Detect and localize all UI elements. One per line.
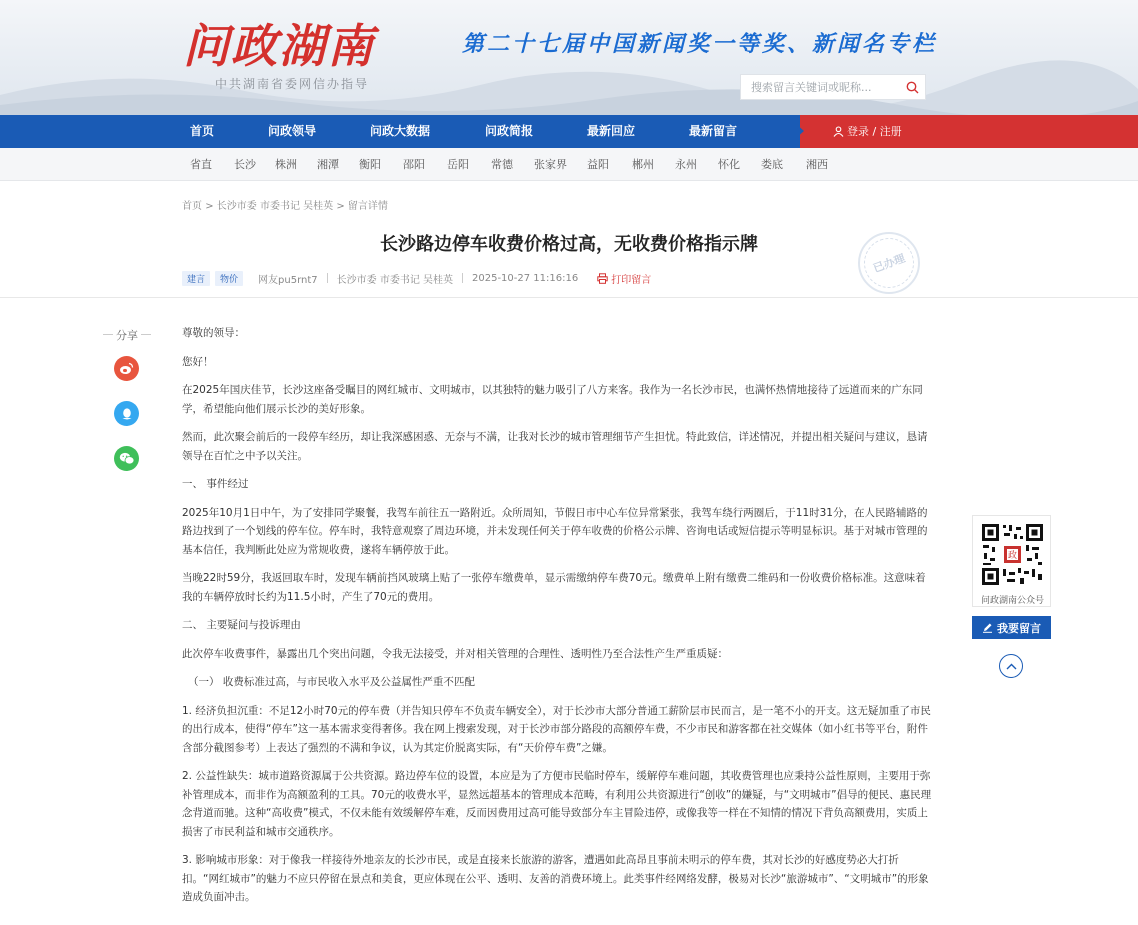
search-box	[740, 74, 926, 100]
author-name[interactable]: 网友pu5rnt7	[258, 274, 318, 286]
meta-divider	[462, 273, 463, 283]
search-input[interactable]	[741, 75, 899, 99]
qq-icon	[121, 407, 133, 421]
city-link[interactable]: 张家界	[534, 158, 567, 171]
pencil-icon	[982, 622, 993, 633]
nav-big-data[interactable]: 问政大数据	[370, 124, 431, 138]
weibo-icon	[119, 362, 134, 375]
award-slogan: 第二十七届中国新闻奖一等奖、新闻名专栏	[462, 31, 938, 57]
breadcrumb-section[interactable]: 长沙市委 市委书记 吴桂英	[216, 201, 334, 212]
city-link[interactable]: 省直	[190, 158, 212, 171]
breadcrumb-current: 留言详情	[347, 201, 388, 212]
main-nav	[0, 115, 1138, 148]
article-paragraph: （一） 收费标准过高，与市民收入水平及公益属性严重不匹配	[188, 676, 475, 688]
svg-text:政: 政	[1007, 551, 1018, 561]
printer-icon	[597, 273, 608, 284]
nav-latest-responses[interactable]: 最新回应	[587, 124, 636, 138]
leave-message-label: 我要留言	[997, 621, 1041, 635]
city-link[interactable]: 常德	[491, 158, 513, 171]
article-paragraph: 1. 经济负担沉重：不足12小时70元的停车费（并告知只停车不负责车辆安全），对于长沙市大部分普通工薪阶层市民而言，是一笔不小的开支。这无疑加重了市民的出行成本，使得“停车”这一基本需求变得奢侈。我在网上搜索发现，对于长沙市部分路段的高额停车费，不少市民和游客都在社交媒体（如小红书等平台，附件含部分截图参考）上表达了强烈的不满和争议，认为其定价脱离实际，有“天价停车费”之嫌。	[182, 704, 931, 754]
login-register-link[interactable]	[833, 115, 902, 148]
article-title: 长沙路边停车收费价格过高，无收费价格指示牌	[380, 234, 758, 255]
nav-latest-messages[interactable]: 最新留言	[689, 124, 738, 138]
nav-home[interactable]: 首页	[190, 124, 215, 138]
article-paragraph: 二、 主要疑问与投诉理由	[182, 619, 301, 631]
article-body	[182, 324, 934, 917]
article-paragraph: 2. 公益性缺失：城市道路资源属于公共资源。路边停车位的设置，本应是为了方便市民临时停车，缓解停车难问题，其收费管理也应秉持公益性原则，主要用于弥补管理成本，而非作为高额盈利的工具。70元的收费水平，显然远超基本的管理成本范畴，有利用公共资源进行“创收”的嫌疑，与“文明城市”倡导的便民、惠民理念背道而驰。这种“高收费”模式，不仅未能有效缓解停车难，反而因费用过高可能导致部分车主冒险违停，或像我等一样在不知情的情况下背负高额费用，实质上损害了市民利益和城市交通秩序。	[182, 770, 932, 838]
nav-briefing[interactable]: 问政简报	[485, 124, 534, 138]
site-logo[interactable]: 问政湖南	[183, 19, 375, 73]
meta-divider	[327, 273, 328, 283]
article-paragraph: 一、 事件经过	[182, 478, 249, 490]
breadcrumb-home[interactable]: 首页	[182, 201, 202, 212]
post-time: 2025-10-27 11:16:16	[472, 272, 579, 284]
city-link[interactable]: 湘西	[806, 158, 828, 171]
share-wechat-button[interactable]	[114, 446, 139, 471]
share-weibo-button[interactable]	[114, 356, 139, 381]
city-link[interactable]: 湘潭	[317, 158, 339, 171]
mountain-background	[0, 55, 1138, 115]
city-bar	[0, 148, 1138, 181]
print-label: 打印留言	[611, 274, 652, 286]
article-paragraph: 然而，此次聚会前后的一段停车经历，却让我深感困惑、无奈与不满，让我对长沙的城市管理细节产生担忧。特此致信，详述情况，并提出相关疑问与建议，恳请领导在百忙之中予以关注。	[182, 431, 928, 462]
breadcrumb	[182, 197, 388, 212]
city-link[interactable]: 衡阳	[359, 158, 381, 171]
breadcrumb-separator: >	[336, 201, 345, 212]
article-paragraph: 此次停车收费事件，暴露出几个突出问题，令我无法接受，并对相关管理的合理性、透明性乃至合法性产生严重质疑：	[182, 647, 728, 660]
header-banner	[0, 0, 1138, 115]
city-link[interactable]: 益阳	[587, 158, 609, 171]
article-paragraph: 2025年10月1日中午，为了安排同学聚餐，我驾车前往五一路附近。众所周知，节假日市中心车位异常紧张，我驾车绕行两圈后，于11时31分，在人民路辅路的路边找到了一个划线的停车位。停车时，我特意观察了周边环境，并未发现任何关于停车收费的价格公示牌、咨询电话或短信提示等明显标识。基于对城市管理的基本信任，我判断此处应为常规收费，遂将车辆停放于此。	[182, 506, 928, 556]
qr-code-image	[980, 522, 1045, 587]
message-target[interactable]: 长沙市委 市委书记 吴桂英	[336, 274, 453, 286]
user-icon	[833, 126, 844, 137]
nav-leaders[interactable]: 问政领导	[268, 124, 317, 138]
print-button[interactable]	[597, 271, 651, 286]
processed-stamp	[858, 232, 920, 294]
city-link[interactable]: 怀化	[718, 158, 740, 171]
city-link[interactable]: 永州	[675, 158, 697, 171]
city-link[interactable]: 郴州	[632, 158, 654, 171]
article-paragraph: 当晚22时59分，我返回取车时，发现车辆前挡风玻璃上贴了一张停车缴费单，显示需缴纳停车费70元。缴费单上附有缴费二维码和一份收费价格标准。这意味着我的车辆停放时长约为11.5小时，产生了70元的费用。	[182, 572, 926, 603]
site-logo-subtitle: 中共湖南省委网信办指导	[215, 77, 370, 91]
share-label: 分享	[116, 329, 138, 342]
city-link[interactable]: 娄底	[761, 158, 783, 171]
article-paragraph: 在2025年国庆佳节，长沙这座备受瞩目的网红城市、文明城市，以其独特的魅力吸引了八方来客。我作为一名长沙市民，也满怀热情地接待了远道而来的广东同学，希望能向他们展示长沙的美好形象。	[182, 384, 923, 415]
qr-label: 问政湖南公众号	[980, 596, 1044, 606]
nav-divider-arrow	[786, 115, 804, 147]
city-link[interactable]: 株洲	[275, 158, 297, 171]
share-qq-button[interactable]	[114, 401, 139, 426]
breadcrumb-separator: >	[205, 201, 214, 212]
wechat-icon	[119, 452, 135, 465]
city-link[interactable]: 邵阳	[403, 158, 425, 171]
header-divider	[0, 297, 1138, 298]
wechat-qr-card	[972, 515, 1051, 607]
back-to-top-button[interactable]	[999, 654, 1023, 678]
tag-suggestion[interactable]: 建言	[182, 271, 210, 286]
article-paragraph: 尊敬的领导：	[182, 327, 245, 339]
city-link[interactable]: 长沙	[234, 158, 256, 171]
tag-pricing[interactable]: 物价	[215, 271, 243, 286]
article-paragraph: 3. 影响城市形象：对于像我一样接待外地亲友的长沙市民，或是直接来长旅游的游客，遭遇如此高昂且事前未明示的停车费，其对长沙的好感度势必大打折扣。“网红城市”的魅力不应只停留在景点和美食，更应体现在公平、透明、友善的消费环境上。此类事件经网络发酵，极易对长沙“旅游城市”、“文明城市”的形象造成负面冲击。	[182, 854, 929, 903]
city-link[interactable]: 岳阳	[447, 158, 469, 171]
article-meta	[182, 270, 651, 286]
search-icon[interactable]	[899, 75, 925, 99]
article-paragraph: 您好！	[182, 355, 214, 368]
stamp-label: 已办理	[871, 251, 907, 276]
share-line	[141, 334, 151, 335]
login-register-label: 登录 / 注册	[847, 125, 902, 138]
meta-spacer	[587, 273, 588, 283]
leave-message-button[interactable]	[972, 616, 1051, 639]
chevron-up-icon	[1006, 663, 1017, 670]
